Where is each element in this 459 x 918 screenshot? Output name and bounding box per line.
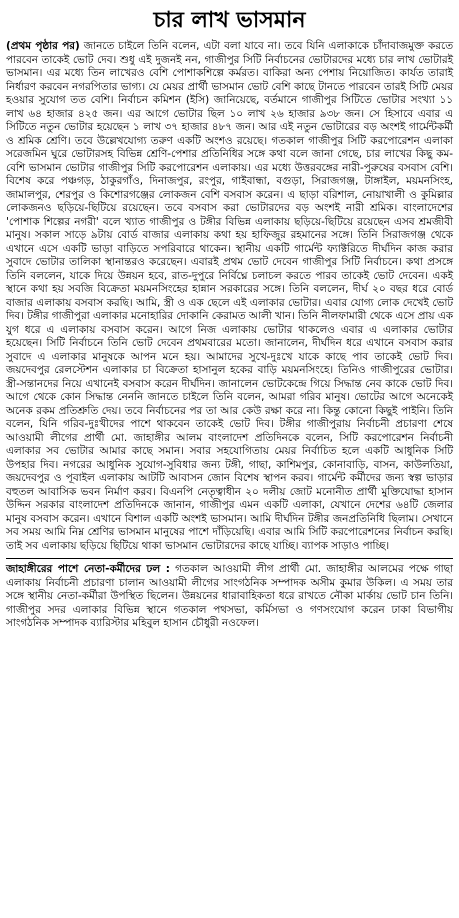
headline: চার লাখ ভাসমান [153,8,306,33]
sub-section-text: গতকাল আওয়ামী লীগ প্রার্থী মো. জাহাঙ্গীর আলমের পক্ষে গাছা এলাকায় নির্বাচনী প্রচারণা চালান আওয়ামী লীগের সাংগঠনিক সম্পাদক অসীম কুমার উকিল। এ সময় তার সঙ্গে স্থানীয় নেতা-কর্মীরা উপস্থিত ছিলেন। উন্নয়নের ধারাবাহিকতা ধরে রাখতে নৌকা মার্কায় ভোট চান তিনি। গাজীপুর সদর এলাকার বিভিন্ন স্থানে গতকাল পথসভা, কর্মিসভা ও গণসংযোগ করেন ঢাকা বিভাগীয় সাংগঠনিক সম্পাদক ব্যারিস্টার মহিবুল হাসান চৌধুরী নওফেল। [6,563,453,629]
sub-heading: জাহাঙ্গীরের পাশে নেতা-কর্মীদের ঢল : [6,563,170,575]
section-divider [6,558,453,559]
lead-label: (প্রথম পৃষ্ঠার পর) [6,40,80,52]
article-body-text: জানতে চাইলে তিনি বলেন, এটা বলা যাবে না। তবে যিনি এলাকাকে চাঁদাবাজমুক্ত করতে পারবেন তাকেই ভোট দেব। শুধু এই দুজনই নন, গাজীপুর সিটি নির্বাচনের ভোটারদের মধ্যে চার লাখ ভোটারই ভাসমান। এর মধ্যে তিন লাখেরও বেশি পোশাকশিল্পে কর্মরত। বাকিরা অন্য পেশায় নিয়োজিত। কার্যত তারাই নির্ধারণ করবেন নগরপিতার ভাগ্য। যে মেয়র প্রার্থী ভাসমান ভোট বেশি কাছে টানতে পারবেন তারই সিটি মেয়র হওয়ার সুযোগ তত বেশি। নির্বাচন কমিশন (ইসি) জানিয়েছে, বর্তমানে গাজীপুর সিটিতে ভোটার সংখ্যা ১১ লাখ ৬৪ হাজার ৪২৫ জন। এর আগে ভোটার ছিল ১০ লাখ ২৬ হাজার ৯৩৮ জন। সে হিসাবে এবার এ সিটিতে নতুন ভোটার হয়েছেন ১ লাখ ৩৭ হাজার ৪৮৭ জন। আর এই নতুন ভোটারের বড় অংশই গার্মেন্টকর্মী ও শ্রমিক শ্রেণি। তবে উল্লেখযোগ্য তরুণ একটি অংশও রয়েছে। গতকাল গাজীপুর সিটি করপোরেশন এলাকা সরেজমিন ঘুরে ভোটারসহ বিভিন্ন শ্রেণি-পেশার প্রতিনিধির সঙ্গে কথা বলে জানা গেছে, চার লাখের কিছু কম-বেশি ভাসমান ভোটার গাজীপুর সিটি করপোরেশন এলাকায়। এর মধ্যে উত্তরবঙ্গের নারী-পুরুষের বসবাস বেশি। বিশেষ করে পঞ্চগড়, ঠাকুরগাঁও, দিনাজপুর, রংপুর, গাইবান্ধা, বগুড়া, সিরাজগঞ্জ, টাঙ্গাইল, ময়মনসিংহ, জামালপুর, শেরপুর ও কিশোরগঞ্জের লোকজন বেশি বসবাস করেন। এ ছাড়া বরিশাল, নোয়াখালী ও কুমিল্লার লোকজনও ছড়িয়ে-ছিটিয়ে রয়েছেন। তবে বসবাস করা ভোটারদের বড় অংশই নারী শ্রমিক। বাংলাদেশের 'পোশাক শিল্পের নগরী' বলে খ্যাত গাজীপুর ও টঙ্গীর বিভিন্ন এলাকায় ছড়িয়ে-ছিটিয়ে রয়েছেন এসব শ্রমজীবী মানুষ। সকাল সাড়ে ৯টায় বোর্ড বাজার এলাকায় কথা হয় হাফিজুর রহমানের সঙ্গে। তিনি সিরাজগঞ্জ থেকে এখানে এসে একটি ভাড়া বাড়িতে সপরিবারে থাকেন। স্থানীয় একটি গার্মেন্ট ফ্যাক্টরিতে দীর্ঘদিন কাজ করার সুবাদে ভোটার তালিকা স্থানান্তরও করেছেন। এবারই প্রথম ভোট দেবেন গাজীপুর সিটি নির্বাচনে। কথা প্রসঙ্গে তিনি বললেন, যাকে দিয়ে উন্নয়ন হবে, রাত-দুপুরে নির্বিঘ্নে চলাচল করতে পারব তাকেই ভোট দেবেন। একই স্থানে কথা হয় সবজি বিক্রেতা ময়মনসিংহের হান্নান সরকারের সঙ্গে। তিনি বললেন, দীর্ঘ ২০ বছর ধরে বোর্ড বাজার এলাকায় বসবাস করছি। আমি, স্ত্রী ও এক ছেলে এই এলাকার ভোটার। এবার যোগ্য লোক দেখেই ভোট দিব। টঙ্গীর গাজীপুরা এলাকার মনোহারির দোকানি কেরামত আলী খান। তিনি নীলফামারী থেকে এসে প্রায় এক যুগ ধরে এ এলাকায় বসবাস করেন। আগে নিজ এলাকায় ভোটার থাকলেও এবার এ এলাকার ভোটার হয়েছেন। সিটি নির্বাচনে তিনি ভোট দেবেন প্রথমবারের মতো। জানালেন, দীর্ঘদিন ধরে এখানে বসবাস করার সুবাদে এ এলাকার মানুষকে আপন মনে হয়। আমাদের সুখে-দুঃখে যাকে কাছে পাব তাকেই ভোট দিব। জয়দেবপুর রেলস্টেশন এলাকার চা বিক্রেতা হাসানুল হকের বাড়ি ময়মনসিংহে। তিনিও গাজীপুরের ভোটার। স্ত্রী-সন্তানদের নিয়ে এখানেই বসবাস করেন দীর্ঘদিন। জানালেন ভোটকেন্দ্রে গিয়ে সিদ্ধান্ত নেব কাকে ভোট দিব। আগে থেকে কোন সিদ্ধান্ত নেননি জানতে চাইলে তিনি বলেন, আমরা গরিব মানুষ। ভোটের আগে অনেকেই অনেক রকম প্রতিশ্রুতি দেয়। তবে নির্বাচনের পর তা আর কেউ রক্ষা করে না। কিন্তু কোনো কিছুই পাইনি। তিনি বলেন, যিনি গরিব-দুঃখীদের পাশে থাকবেন তাকেই ভোট দিব। টঙ্গীর গাজীপুরায় নির্বাচনী প্রচারণা শেষে আওয়ামী লীগের প্রার্থী মো. জাহাঙ্গীর আলম বাংলাদেশ প্রতিদিনকে বলেন, সিটি করপোরেশন নির্বাচনী এলাকার সব ভোটার আমার কাছে সমান। সবার সহযোগিতায় মেয়র নির্বাচিত হলে একটি আধুনিক সিটি উপহার দিব। নগরের আধুনিক সুযোগ-সুবিধার জন্য টঙ্গী, গাছা, কাশিমপুর, কোনাবাড়ি, বাসন, কাউলতিয়া, জয়দেবপুর ও পূবাইল এলাকায় আটটি আবাসন জোন বিশেষ স্থাপন করব। গার্মেন্ট কর্মীদের জন্য স্বল্প ভাড়ার বহুতল আবাসিক ভবন নির্মাণ করব। বিএনপি নেতৃত্বাধীন ২০ দলীয় জোট মনোনীত প্রার্থী মুক্তিযোদ্ধা হাসান উদ্দিন সরকার বাংলাদেশ প্রতিদিনকে জানান, গাজীপুর এমন একটি এলাকা, যেখানে দেশের ৬৪টি জেলার মানুষ বসবাস করেন। এখানে বিশাল একটি অংশই ভাসমান। আমি দীর্ঘদিন টঙ্গীর জনপ্রতিনিধি ছিলাম। সেখানে সব সময় আমি নিম্ন শ্রেণির ভাসমান মানুষের পাশে দাঁড়িয়েছি। এবার আমি সিটি করপোরেশনের নির্বাচন করছি। তাই সব এলাকায় ছড়িয়ে ছিটিয়ে থাকা ভাসমান ভোটারদের কাছে যাচ্ছি। ব্যাপক সাড়াও পাচ্ছি। [6,40,453,552]
sub-section [6,563,453,631]
article-body [6,40,453,553]
